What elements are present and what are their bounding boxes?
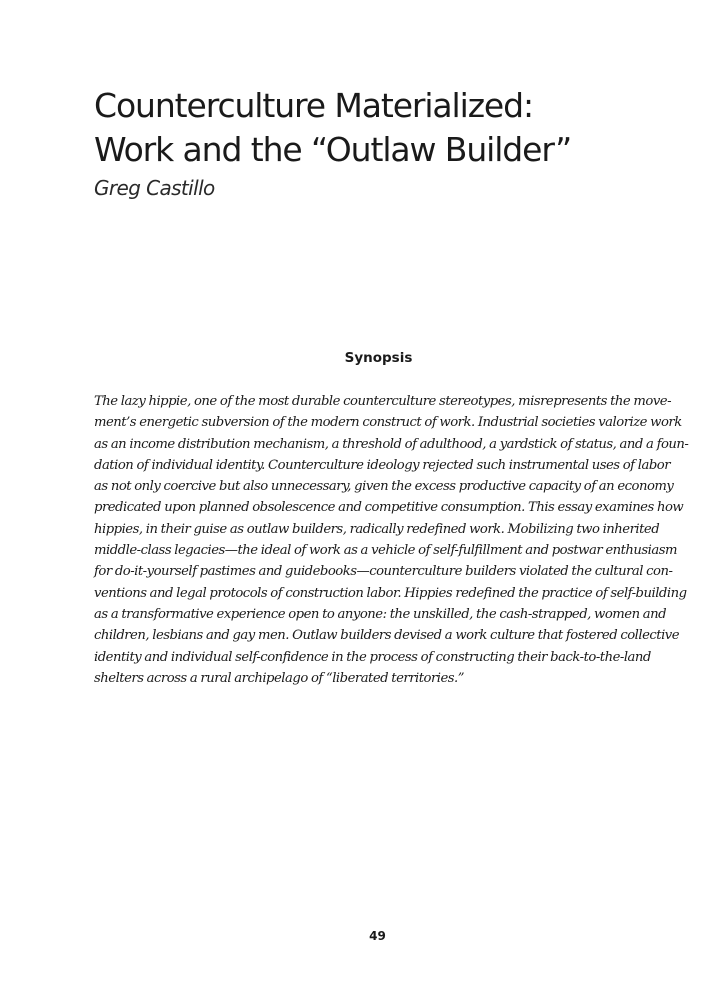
synopsis-line: identity and individual self-confidence in the process of constructing their back-to-the-land bbox=[94, 649, 651, 665]
synopsis-line: ment’s energetic subversion of the modern construct of work. Industrial societies valorize work bbox=[94, 415, 682, 431]
synopsis-line: ventions and legal protocols of construction labor. Hippies redefined the practice of self-building bbox=[94, 585, 687, 601]
synopsis-line: shelters across a rural archipelago of “liberated territories.” bbox=[94, 670, 464, 686]
article-title bbox=[94, 84, 571, 172]
synopsis-line: The lazy hippie, one of the most durable counterculture stereotypes, misrepresents the move- bbox=[94, 394, 672, 409]
synopsis-line: as a transformative experience open to anyone: the unskilled, the cash-strapped, women and bbox=[94, 606, 667, 622]
synopsis-line: as not only coercive but also unnecessary, given the excess productive capacity of an economy bbox=[94, 479, 674, 495]
synopsis-heading: Synopsis bbox=[344, 350, 413, 366]
synopsis-line: children, lesbians and gay men. Outlaw builders devised a work culture that fostered collective bbox=[94, 628, 680, 644]
synopsis-line: for do-it-yourself pastimes and guidebooks—counterculture builders violated the cultural con- bbox=[94, 564, 673, 580]
synopsis-line: as an income distribution mechanism, a threshold of adulthood, a yardstick of status, and a foun- bbox=[94, 436, 689, 452]
article-title-line-1: Counterculture Materialized: bbox=[94, 86, 533, 125]
synopsis-line: predicated upon planned obsolescence and competitive consumption. This essay examines how bbox=[94, 500, 684, 516]
synopsis-line: hippies, in their guise as outlaw builders, radically redefined work. Mobilizing two inherited bbox=[94, 521, 660, 537]
synopsis-line: middle-class legacies—the ideal of work as a vehicle of self-fulfillment and postwar enthusiasm bbox=[94, 543, 678, 559]
synopsis-text bbox=[94, 391, 689, 689]
synopsis-line: dation of individual identity. Counterculture ideology rejected such instrumental uses of labor bbox=[94, 457, 671, 473]
article-title-line-2: Work and the “Outlaw Builder” bbox=[94, 130, 572, 169]
author-name: Greg Castillo bbox=[94, 176, 215, 200]
page-number: 49 bbox=[369, 929, 386, 943]
